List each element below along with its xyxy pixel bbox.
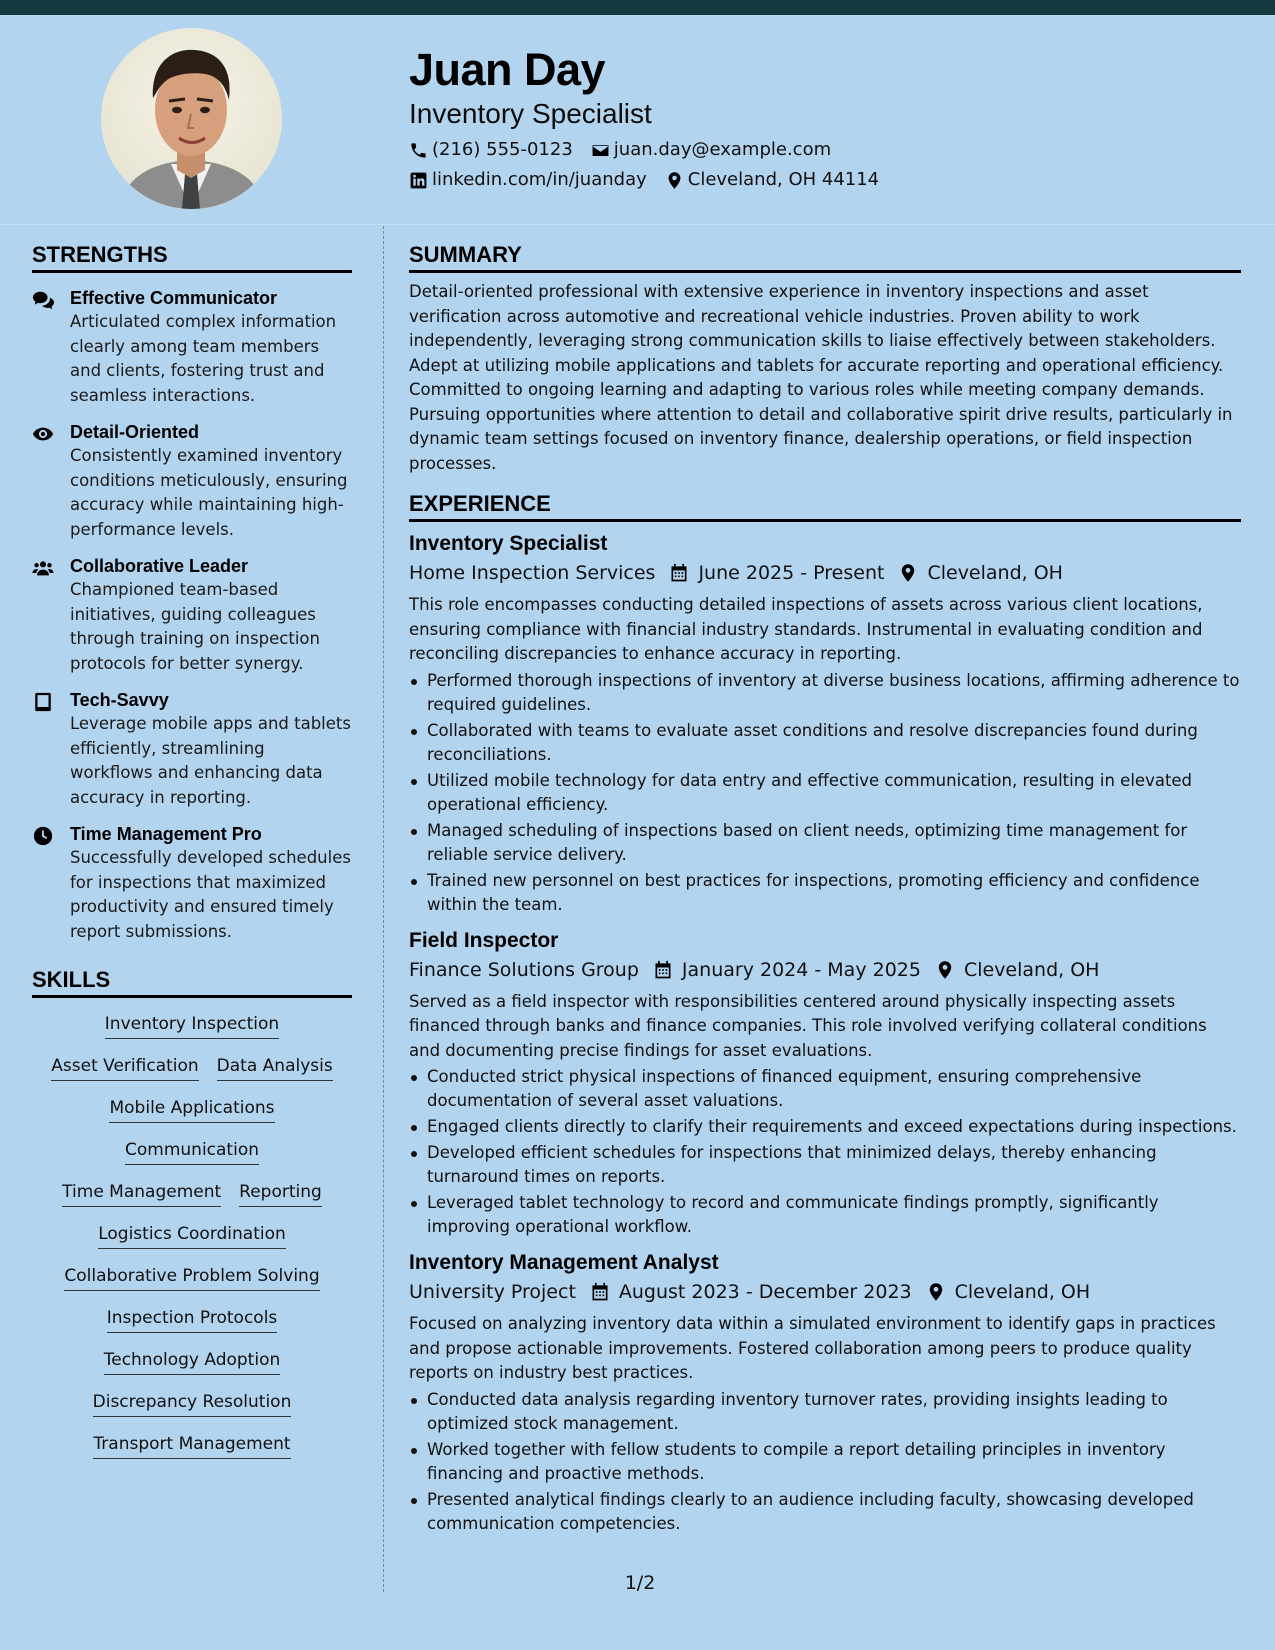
job-company: Home Inspection Services	[409, 562, 656, 584]
skill-tag: Data Analysis	[217, 1054, 333, 1081]
skill-tag: Mobile Applications	[109, 1096, 274, 1123]
eye-icon	[32, 423, 54, 445]
skill-tag: Time Management	[62, 1180, 221, 1207]
map-marker-icon	[926, 1282, 946, 1302]
job-bullets	[409, 669, 1241, 917]
skill-tag: Inventory Inspection	[105, 1012, 279, 1039]
strength-item	[32, 554, 352, 676]
strength-name: Collaborative Leader	[70, 556, 249, 576]
job-dates: June 2025 - Present	[698, 562, 885, 584]
candidate-name: Juan Day	[409, 44, 606, 95]
job-bullets	[409, 1388, 1241, 1536]
strength-desc: Consistently examined inventory conditions meticulously, ensuring accuracy while maintaining high-performance levels.	[70, 446, 348, 539]
strength-desc: Articulated complex information clearly among team members and clients, fostering trust and seamless interactions.	[70, 312, 337, 405]
page-number: 1/2	[624, 1572, 656, 1594]
job-title: Field Inspector	[409, 928, 559, 952]
job-meta	[409, 1277, 1241, 1307]
strength-item	[32, 420, 352, 542]
strength-item	[32, 822, 352, 944]
strength-item	[32, 286, 352, 408]
map-marker-icon	[665, 171, 684, 190]
list-item: Engaged clients directly to clarify their requirements and exceed expectations during inspections.	[409, 1115, 1241, 1139]
strength-name: Time Management Pro	[70, 824, 262, 844]
job-description: This role encompasses conducting detailed inspections of assets across various client locations, ensuring compliance with financial industry standards. Instrumental in evaluating condition and reconciling discrepancies to enhance accuracy in reporting.	[409, 595, 1203, 663]
job-description: Served as a field inspector with responsibilities centered around physically inspecting assets financed through banks and finance companies. This role involved verifying collateral conditions and documenting precise findings for asset evaluations.	[409, 991, 1207, 1060]
users-icon	[32, 557, 54, 579]
strengths-heading: STRENGTHS	[32, 241, 352, 273]
list-item: Developed efficient schedules for inspections that minimized delays, thereby enhancing turnaround times on reports.	[409, 1141, 1241, 1189]
map-marker-icon	[898, 563, 918, 583]
top-bar	[0, 0, 1275, 15]
right-column	[409, 241, 1241, 1536]
list-item: Leveraged tablet technology to record and communicate findings promptly, significantly improving operational workflow.	[409, 1191, 1241, 1239]
job-title: Inventory Specialist	[409, 532, 608, 555]
job-meta	[409, 955, 1241, 985]
email-contact[interactable]	[591, 138, 831, 162]
phone-contact[interactable]	[409, 138, 573, 162]
job-dates: August 2023 - December 2023	[618, 1281, 912, 1303]
skills-heading: SKILLS	[32, 966, 352, 998]
job-dates: January 2024 - May 2025	[681, 958, 921, 981]
list-item: Performed thorough inspections of inventory at diverse business locations, affirming adherence to required guidelines.	[409, 669, 1241, 717]
contact-row-2	[409, 168, 1229, 192]
skill-tag: Reporting	[239, 1180, 322, 1207]
strength-name: Tech-Savvy	[70, 690, 169, 710]
job-entry	[409, 1249, 1241, 1536]
summary-heading: SUMMARY	[409, 241, 1241, 273]
skill-tag: Transport Management	[93, 1432, 290, 1459]
phone-icon	[409, 141, 428, 160]
list-item: Managed scheduling of inspections based on client needs, optimizing time management for reliable service delivery.	[409, 819, 1241, 867]
resume-header	[409, 42, 1229, 192]
linkedin-contact[interactable]	[409, 168, 647, 192]
skills-list	[32, 1008, 352, 1470]
job-entry	[409, 530, 1241, 917]
skill-tag: Logistics Coordination	[98, 1222, 286, 1249]
list-item: Utilized mobile technology for data entry and effective communication, resulting in elevated operational efficiency.	[409, 769, 1241, 817]
list-item: Presented analytical findings clearly to an audience including faculty, showcasing developed communication competencies.	[409, 1488, 1241, 1536]
strength-desc: Championed team-based initiatives, guiding colleagues through training on inspection protocols for better synergy.	[70, 580, 320, 673]
clock-icon	[32, 825, 54, 847]
header-divider	[0, 224, 1275, 225]
job-company: Finance Solutions Group	[409, 958, 639, 981]
job-entry	[409, 927, 1241, 1240]
job-bullets	[409, 1065, 1241, 1239]
contact-row-1	[409, 138, 1229, 162]
skill-tag: Technology Adoption	[104, 1348, 281, 1375]
calendar-icon	[653, 960, 673, 980]
profile-photo	[101, 28, 282, 209]
list-item: Trained new personnel on best practices for inspections, promoting efficiency and confidence within the team.	[409, 869, 1241, 917]
email-text: juan.day@example.com	[613, 139, 832, 160]
job-description: Focused on analyzing inventory data within a simulated environment to identify gaps in practices and propose actionable improvements. Fostered collaboration among peers to produce quality reports on industry best practices.	[409, 1314, 1216, 1382]
job-location: Cleveland, OH	[963, 958, 1100, 981]
phone-text: (216) 555-0123	[432, 139, 573, 160]
skill-tag: Communication	[125, 1138, 259, 1165]
location-contact	[665, 168, 879, 192]
list-item: Collaborated with teams to evaluate asset conditions and resolve discrepancies found during reconciliations.	[409, 719, 1241, 767]
list-item: Conducted data analysis regarding inventory turnover rates, providing insights leading to optimized stock management.	[409, 1388, 1241, 1436]
candidate-title: Inventory Specialist	[409, 98, 652, 129]
strength-name: Detail-Oriented	[70, 422, 200, 442]
job-meta	[409, 558, 1241, 588]
linkedin-icon	[409, 171, 428, 190]
strength-name: Effective Communicator	[70, 288, 278, 308]
strength-item	[32, 688, 352, 810]
linkedin-text: linkedin.com/in/juanday	[432, 169, 647, 190]
list-item: Conducted strict physical inspections of financed equipment, ensuring comprehensive documentation of several asset valuations.	[409, 1065, 1241, 1113]
left-column	[32, 241, 352, 1470]
job-title: Inventory Management Analyst	[409, 1251, 719, 1274]
envelope-icon	[591, 141, 610, 160]
skill-tag: Discrepancy Resolution	[93, 1390, 292, 1417]
skill-tag: Asset Verification	[51, 1054, 198, 1081]
skill-tag: Inspection Protocols	[107, 1306, 278, 1333]
skill-tag: Collaborative Problem Solving	[64, 1264, 319, 1291]
comments-icon	[32, 289, 54, 311]
experience-heading: EXPERIENCE	[409, 490, 1241, 522]
location-text: Cleveland, OH 44114	[687, 169, 880, 190]
calendar-icon	[669, 563, 689, 583]
strength-desc: Leverage mobile apps and tablets efficiently, streamlining workflows and enhancing data accuracy in reporting.	[70, 714, 351, 807]
summary-text: Detail-oriented professional with extensive experience in inventory inspections and asset verification across automotive and recreational vehicle industries. Proven ability to work independently, leveraging strong communication skills to liaise effectively between stakeholders. Adept at utilizing mobile applications and tablets for accurate reporting and operational efficiency. Committed to ongoing learning and adapting to various roles while meeting company demands. Pursuing opportunities where attention to detail and collaborative spirit drive results, particularly in dynamic team settings focused on inventory finance, dealership operations, or field inspection processes.	[409, 282, 1233, 473]
job-location: Cleveland, OH	[954, 1281, 1091, 1303]
calendar-icon	[590, 1282, 610, 1302]
list-item: Worked together with fellow students to compile a report detailing principles in inventory financing and proactive methods.	[409, 1438, 1241, 1486]
column-divider	[383, 226, 384, 1592]
map-marker-icon	[935, 960, 955, 980]
strength-desc: Successfully developed schedules for inspections that maximized productivity and ensured timely report submissions.	[70, 848, 351, 941]
tablet-icon	[32, 691, 54, 713]
job-location: Cleveland, OH	[927, 562, 1063, 584]
job-company: University Project	[409, 1281, 576, 1303]
